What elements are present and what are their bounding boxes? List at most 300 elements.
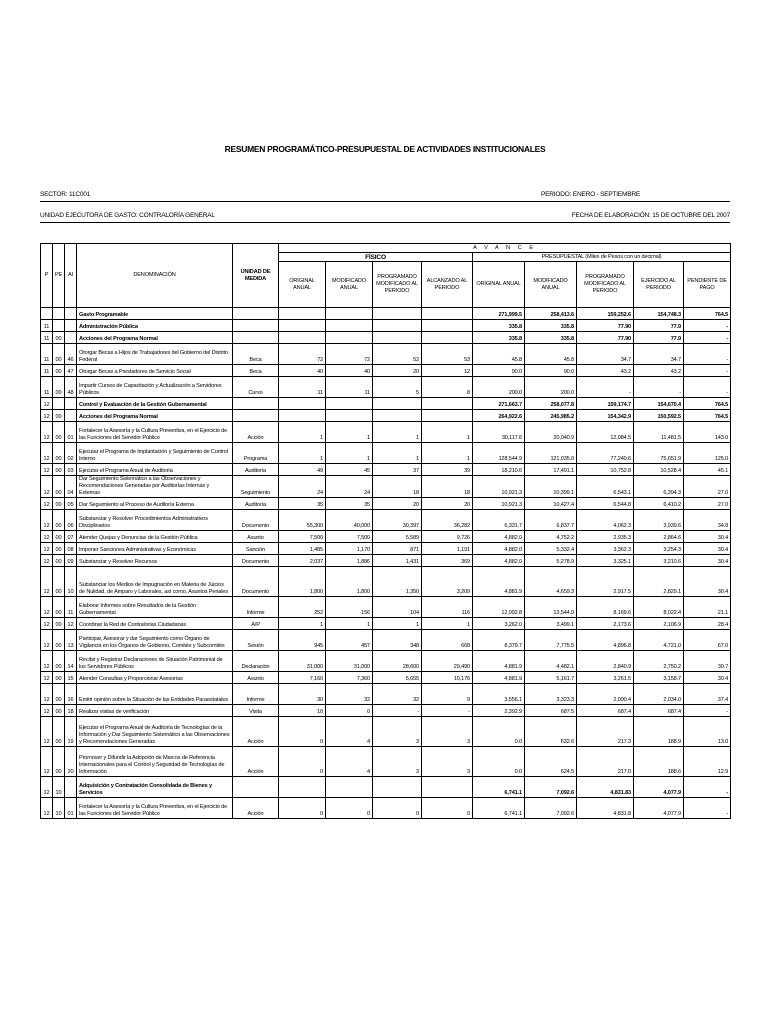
cell-um: Sesión xyxy=(233,630,279,651)
cell-fp: 1 xyxy=(373,443,422,464)
cell-fa: 53 xyxy=(422,344,473,365)
cell-um: Beca xyxy=(233,365,279,377)
cell-den: Control y Evaluación de la Gestión Gubernamental xyxy=(77,398,233,410)
cell-p: 11 xyxy=(41,332,53,344)
table-row xyxy=(41,555,731,567)
cell-p: 12 xyxy=(41,747,53,777)
cell-pp: 4,831.8 xyxy=(577,798,634,819)
cell-pd: 28.4 xyxy=(684,618,731,630)
cell-fa: 1,191 xyxy=(422,543,473,555)
cell-ai: 47 xyxy=(65,365,77,377)
cell-pe: 10 xyxy=(53,798,65,819)
cell-fo: 24 xyxy=(279,476,326,498)
cell-fa: 668 xyxy=(422,630,473,651)
cell-p: 12 xyxy=(41,410,53,422)
cell-fp: 1,350 xyxy=(373,567,422,597)
cell-fp xyxy=(373,332,422,344)
col-ai: AI xyxy=(65,244,77,308)
cell-den: Otorgar Becas a Prestadores de Servicio Social xyxy=(77,365,233,377)
cell-ai: 48 xyxy=(65,377,77,398)
cell-fm xyxy=(326,398,373,410)
cell-ai xyxy=(65,308,77,320)
period-label: PERIODO: ENERO - SEPTIEMBRE xyxy=(541,191,640,198)
cell-pd: 30.4 xyxy=(684,555,731,567)
cell-ai: 07 xyxy=(65,531,77,543)
cell-po: 12,992.8 xyxy=(473,597,525,618)
cell-pm: 245,985.2 xyxy=(525,410,577,422)
cell-den: Participar, Asesorar y dar Seguimiento como Órgano de Vigilancia en los Órganos de Gobierno, Comités y Subcomités xyxy=(77,630,233,651)
cell-pd: - xyxy=(684,777,731,798)
cell-pe: 00 xyxy=(53,365,65,377)
cell-fp: 18 xyxy=(373,476,422,498)
presupuestal-header: PRESUPUESTAL (Miles de Pesos con un decimal) xyxy=(473,253,731,262)
cell-um: Auditoría xyxy=(233,464,279,476)
cell-pe: 00 xyxy=(53,651,65,672)
cell-pd: - xyxy=(684,798,731,819)
cell-um xyxy=(233,777,279,798)
cell-fm: 72 xyxy=(326,344,373,365)
cell-den: Administración Pública xyxy=(77,320,233,332)
cell-pe: 00 xyxy=(53,531,65,543)
cell-pp: 4,831.83 xyxy=(577,777,634,798)
cell-pe xyxy=(53,320,65,332)
cell-pd: - xyxy=(684,332,731,344)
cell-pd: 37.4 xyxy=(684,684,731,705)
cell-pm: 6,837.7 xyxy=(525,510,577,531)
cell-um: Sanción xyxy=(233,543,279,555)
cell-pe2: 6,394.3 xyxy=(634,476,684,498)
cell-den: Emitir opinión sobre la Situación de las Entidades Paraestatales xyxy=(77,684,233,705)
cell-ai: 03 xyxy=(65,464,77,476)
cell-fo: 35 xyxy=(279,498,326,510)
cell-pe2: 3,254.3 xyxy=(634,543,684,555)
cell-ai xyxy=(65,777,77,798)
table-row xyxy=(41,332,731,344)
cell-fa xyxy=(422,410,473,422)
cell-fp: 3 xyxy=(373,717,422,747)
cell-po: 6,331.7 xyxy=(473,510,525,531)
cell-um: Acción xyxy=(233,717,279,747)
cell-fm: 7,500 xyxy=(326,531,373,543)
cell-po: 90.0 xyxy=(473,365,525,377)
cell-p: 12 xyxy=(41,510,53,531)
cell-fp: 871 xyxy=(373,543,422,555)
cell-fa: 9,726 xyxy=(422,531,473,543)
cell-um xyxy=(233,398,279,410)
cell-po: 2,392.9 xyxy=(473,705,525,717)
cell-pm: 687.5 xyxy=(525,705,577,717)
cell-pp: 43.2 xyxy=(577,365,634,377)
cell-p: 11 xyxy=(41,365,53,377)
cell-fo: 31,000 xyxy=(279,651,326,672)
cell-pd: 30.7 xyxy=(684,651,731,672)
cell-fp xyxy=(373,777,422,798)
cell-pe2: 77.9 xyxy=(634,332,684,344)
cell-fp xyxy=(373,308,422,320)
table-row xyxy=(41,684,731,705)
cell-fa: 36,282 xyxy=(422,510,473,531)
cell-pe2: 34.7 xyxy=(634,344,684,365)
cell-fa: 3 xyxy=(422,717,473,747)
cell-fm xyxy=(326,410,373,422)
cell-fo: 11 xyxy=(279,377,326,398)
cell-um: Asunto xyxy=(233,672,279,684)
cell-pp: 2,917.5 xyxy=(577,567,634,597)
cell-p: 12 xyxy=(41,443,53,464)
cell-um: Auditoría xyxy=(233,498,279,510)
cell-fa xyxy=(422,777,473,798)
cell-pd: 34.8 xyxy=(684,510,731,531)
cell-fm: 4 xyxy=(326,717,373,747)
cell-den: Atender Quejas y Denuncias de la Gestión Pública xyxy=(77,531,233,543)
cell-p: 12 xyxy=(41,464,53,476)
cell-ai: 18 xyxy=(65,705,77,717)
cell-pp: 159,174.7 xyxy=(577,398,634,410)
cell-pd: 21.1 xyxy=(684,597,731,618)
cell-fm: 40 xyxy=(326,365,373,377)
cell-fa: - xyxy=(422,705,473,717)
cell-pp: 77.90 xyxy=(577,332,634,344)
cell-pe: 00 xyxy=(53,464,65,476)
cell-pd: 12.9 xyxy=(684,747,731,777)
table-row xyxy=(41,618,731,630)
divider xyxy=(40,222,730,223)
cell-den: Ejecutar el Programa Anual de Auditoría xyxy=(77,464,233,476)
cell-pe2: - xyxy=(634,377,684,398)
cell-fm: 7,360 xyxy=(326,672,373,684)
cell-pm: 5,161.7 xyxy=(525,672,577,684)
cell-pp: 10,752.8 xyxy=(577,464,634,476)
cell-p: 12 xyxy=(41,531,53,543)
cell-fm xyxy=(326,320,373,332)
cell-fp: 20 xyxy=(373,498,422,510)
cell-pm: 335.8 xyxy=(525,320,577,332)
cell-pd: 143.0 xyxy=(684,422,731,443)
cell-ai: 11 xyxy=(65,597,77,618)
cell-fp: 1 xyxy=(373,422,422,443)
cell-pd: 67.0 xyxy=(684,630,731,651)
cell-um xyxy=(233,332,279,344)
cell-po: 4,881.9 xyxy=(473,651,525,672)
cell-den: Ejecutar el Programa Anual de Auditoría de Tecnologías de la Información y Dar Seguimiento Sistemático a las Observaciones y Recomendaciones Generadas xyxy=(77,717,233,747)
cell-den: Fortalecer la Asesoría y la Cultura Preventiva, en el Ejercicio de las Funciones del Servidor Público xyxy=(77,422,233,443)
cell-um: Acción xyxy=(233,798,279,819)
cell-fp: 5 xyxy=(373,377,422,398)
cell-pe2: 3,158.7 xyxy=(634,672,684,684)
table-row xyxy=(41,308,731,320)
cell-pd: - xyxy=(684,705,731,717)
cell-pp: 4,062.3 xyxy=(577,510,634,531)
cell-pp: 159,252.6 xyxy=(577,308,634,320)
cell-fp: - xyxy=(373,705,422,717)
cell-fm: 11 xyxy=(326,377,373,398)
cell-pp: 34.7 xyxy=(577,344,634,365)
cell-pm: 90.0 xyxy=(525,365,577,377)
cell-ai: 13 xyxy=(65,630,77,651)
sector-label: SECTOR: 11C001 xyxy=(40,191,91,198)
cell-pp: 12,084.5 xyxy=(577,422,634,443)
budget-table xyxy=(40,243,731,819)
cell-po: 200.0 xyxy=(473,377,525,398)
cell-fa: 12 xyxy=(422,365,473,377)
cell-um: A/P xyxy=(233,618,279,630)
cell-fa: 39 xyxy=(422,464,473,476)
cell-ai xyxy=(65,410,77,422)
cell-fo: 1 xyxy=(279,618,326,630)
executing-unit-label: UNIDAD EJECUTORA DE GASTO: CONTRALORÍA GENERAL xyxy=(40,212,215,219)
cell-fm: 35 xyxy=(326,498,373,510)
cell-den: Elaborar Informes sobre Resultados de la Gestión Gubernamental xyxy=(77,597,233,618)
cell-fa: 116 xyxy=(422,597,473,618)
cell-pe: 00 xyxy=(53,717,65,747)
cell-pm: 45.8 xyxy=(525,344,577,365)
cell-pm: 3,499.1 xyxy=(525,618,577,630)
cell-fm: 1 xyxy=(326,618,373,630)
cell-um: Programa xyxy=(233,443,279,464)
cell-fm xyxy=(326,332,373,344)
cell-p: 12 xyxy=(41,543,53,555)
cell-fa: 10,176 xyxy=(422,672,473,684)
cell-p xyxy=(41,308,53,320)
cell-um: Acción xyxy=(233,747,279,777)
cell-pd: 764.5 xyxy=(684,410,731,422)
cell-den: Coordinar la Red de Contralorías Ciudadanas xyxy=(77,618,233,630)
cell-pm: 4,659.3 xyxy=(525,567,577,597)
cell-pe2: 6,410.2 xyxy=(634,498,684,510)
cell-po: 30,117.6 xyxy=(473,422,525,443)
cell-pe: 00 xyxy=(53,630,65,651)
cell-p: 12 xyxy=(41,777,53,798)
cell-po: 271,999.5 xyxy=(473,308,525,320)
cell-pe: 00 xyxy=(53,684,65,705)
cell-fm: 1 xyxy=(326,422,373,443)
cell-fm: 45 xyxy=(326,464,373,476)
cell-den: Recibir y Registrar Declaraciones de Situación Patrimonial de los Servidores Públicos xyxy=(77,651,233,672)
cell-pe: 00 xyxy=(53,747,65,777)
cell-pe: 00 xyxy=(53,543,65,555)
cell-pp: 2,173.6 xyxy=(577,618,634,630)
report-title: RESUMEN PROGRAMÁTICO-PRESUPUESTAL DE ACTIVIDADES INSTITUCIONALES xyxy=(224,144,546,154)
cell-pm: 258,077.8 xyxy=(525,398,577,410)
cell-pm: 7,092.6 xyxy=(525,777,577,798)
cell-um xyxy=(233,308,279,320)
cell-ai: 19 xyxy=(65,717,77,747)
cell-um: Informe xyxy=(233,597,279,618)
cell-fo xyxy=(279,410,326,422)
cell-fp: 5,655 xyxy=(373,672,422,684)
elaboration-date-label: FECHA DE ELABORACIÓN: 15 DE OCTUBRE DEL 2007 xyxy=(571,212,730,219)
col-p-ejercido: EJERCIDO AL PERIODO xyxy=(634,262,684,308)
cell-po: 4,882.0 xyxy=(473,543,525,555)
cell-fm: 1,886 xyxy=(326,555,373,567)
cell-ai: 08 xyxy=(65,543,77,555)
cell-pp: 217.0 xyxy=(577,747,634,777)
cell-pe2: 150,592.5 xyxy=(634,410,684,422)
col-f-original: ORIGINAL ANUAL xyxy=(279,262,326,308)
table-row xyxy=(41,510,731,531)
cell-pe2: 8,022.4 xyxy=(634,597,684,618)
cell-fp: 32 xyxy=(373,684,422,705)
cell-fm: 40,000 xyxy=(326,510,373,531)
cell-fo: 40 xyxy=(279,365,326,377)
cell-fp: 30,397 xyxy=(373,510,422,531)
table-row xyxy=(41,651,731,672)
cell-pe2: 154,670.4 xyxy=(634,398,684,410)
cell-po: 6,741.1 xyxy=(473,777,525,798)
cell-fa: 3,209 xyxy=(422,567,473,597)
cell-fo xyxy=(279,777,326,798)
cell-pe: 00 xyxy=(53,567,65,597)
avance-header: A V A N C E xyxy=(279,244,731,253)
cell-um: Beca xyxy=(233,344,279,365)
cell-p: 12 xyxy=(41,567,53,597)
cell-pm: 7,092.6 xyxy=(525,798,577,819)
cell-pp: 154,342.9 xyxy=(577,410,634,422)
cell-um: Acción xyxy=(233,422,279,443)
cell-fm: 4 xyxy=(326,747,373,777)
cell-pe: 00 xyxy=(53,705,65,717)
table-row xyxy=(41,365,731,377)
cell-fo xyxy=(279,398,326,410)
cell-pm: 4,482.1 xyxy=(525,651,577,672)
cell-den: Dar Seguimiento al Proceso de Auditoría Externa xyxy=(77,498,233,510)
cell-fm: 0 xyxy=(326,705,373,717)
cell-po: 45.8 xyxy=(473,344,525,365)
cell-p: 12 xyxy=(41,476,53,498)
col-f-alcanzado: ALCANZADO AL PERIODO xyxy=(422,262,473,308)
cell-ai: 04 xyxy=(65,476,77,498)
cell-fa: 9 xyxy=(422,684,473,705)
cell-fo: 7,500 xyxy=(279,531,326,543)
cell-ai xyxy=(65,398,77,410)
cell-pp: 6,543.1 xyxy=(577,476,634,498)
cell-po: 10,921.3 xyxy=(473,476,525,498)
cell-um: Curso xyxy=(233,377,279,398)
cell-fm xyxy=(326,308,373,320)
cell-fo: 72 xyxy=(279,344,326,365)
cell-pe: 00 xyxy=(53,344,65,365)
cell-pm: 258,413.6 xyxy=(525,308,577,320)
cell-pe: 00 xyxy=(53,498,65,510)
table-header xyxy=(41,244,731,308)
cell-pe: 10 xyxy=(53,777,65,798)
cell-pe: 00 xyxy=(53,672,65,684)
cell-p: 12 xyxy=(41,684,53,705)
cell-pm: 624.5 xyxy=(525,747,577,777)
cell-pp: 77,240.6 xyxy=(577,443,634,464)
cell-p: 12 xyxy=(41,705,53,717)
cell-pd: 764.5 xyxy=(684,398,731,410)
cell-pp: 687.4 xyxy=(577,705,634,717)
col-denominacion: DENOMINACIÓN xyxy=(77,244,233,308)
cell-pm: 3,323.3 xyxy=(525,684,577,705)
table-row xyxy=(41,398,731,410)
table-body xyxy=(41,308,731,819)
cell-pe2: 2,829.1 xyxy=(634,567,684,597)
cell-fp: 3 xyxy=(373,747,422,777)
cell-pm: 335.8 xyxy=(525,332,577,344)
table-row xyxy=(41,410,731,422)
cell-den: Acciones del Programa Normal xyxy=(77,332,233,344)
cell-um: Seguimiento xyxy=(233,476,279,498)
cell-p: 12 xyxy=(41,717,53,747)
cell-pe: 00 xyxy=(53,510,65,531)
cell-fo: 2,037 xyxy=(279,555,326,567)
fisico-header: FÍSICO xyxy=(279,253,473,262)
cell-po: 264,922.6 xyxy=(473,410,525,422)
cell-den: Gasto Programable xyxy=(77,308,233,320)
cell-den: Substanciar y Resolver Procedimientos Administrativos Disciplinarios xyxy=(77,510,233,531)
cell-ai: 16 xyxy=(65,684,77,705)
cell-fo: 10 xyxy=(279,705,326,717)
col-unidad-medida: UNIDAD DE MEDIDA xyxy=(233,244,279,308)
cell-fo xyxy=(279,332,326,344)
cell-ai: 01 xyxy=(65,798,77,819)
cell-pe2: 188.9 xyxy=(634,717,684,747)
cell-po: 4,881.9 xyxy=(473,567,525,597)
cell-fp: 20 xyxy=(373,365,422,377)
cell-fa: 3 xyxy=(422,747,473,777)
table-row xyxy=(41,798,731,819)
cell-den: Impartir Cursos de Capacitación y Actualización a Servidores Públicos xyxy=(77,377,233,398)
cell-p: 11 xyxy=(41,344,53,365)
cell-pm: 200.0 xyxy=(525,377,577,398)
cell-fp: 1 xyxy=(373,618,422,630)
cell-pp: 2,840.9 xyxy=(577,651,634,672)
table-row xyxy=(41,476,731,498)
cell-pp: 217.3 xyxy=(577,717,634,747)
cell-p: 12 xyxy=(41,422,53,443)
cell-pe2: 43.2 xyxy=(634,365,684,377)
cell-pp: - xyxy=(577,377,634,398)
cell-fa xyxy=(422,398,473,410)
cell-ai: 02 xyxy=(65,443,77,464)
cell-pm: 13,544.9 xyxy=(525,597,577,618)
cell-p: 12 xyxy=(41,498,53,510)
col-p-programado: PROGRAMADO MODIFICADO AL PERIODO xyxy=(577,262,634,308)
col-p: P xyxy=(41,244,53,308)
cell-fa: 1 xyxy=(422,618,473,630)
cell-po: 4,881.9 xyxy=(473,672,525,684)
col-pe: PE xyxy=(53,244,65,308)
table-row xyxy=(41,747,731,777)
cell-ai: 14 xyxy=(65,651,77,672)
cell-pd: - xyxy=(684,377,731,398)
cell-fp: 348 xyxy=(373,630,422,651)
cell-fo: 49 xyxy=(279,464,326,476)
cell-fo: 0 xyxy=(279,717,326,747)
cell-pd: 764.5 xyxy=(684,308,731,320)
cell-pe: 00 xyxy=(53,410,65,422)
cell-pm: 5,332.4 xyxy=(525,543,577,555)
cell-um: Informe xyxy=(233,684,279,705)
cell-pe: 00 xyxy=(53,618,65,630)
cell-den: Promover y Difundir la Adopción de Marcos de Referencia Internacionales para el Control y Seguridad de Tecnologías de Información xyxy=(77,747,233,777)
cell-po: 4,882.0 xyxy=(473,555,525,567)
cell-pd: 27.0 xyxy=(684,498,731,510)
cell-um: Documento xyxy=(233,510,279,531)
cell-pp: 6,544.8 xyxy=(577,498,634,510)
cell-um: Documento xyxy=(233,555,279,567)
cell-fm: 0 xyxy=(326,798,373,819)
cell-pe2: 75,651.9 xyxy=(634,443,684,464)
cell-pm: 10,399.1 xyxy=(525,476,577,498)
cell-pe: 00 xyxy=(53,476,65,498)
cell-pd: - xyxy=(684,365,731,377)
cell-p: 11 xyxy=(41,377,53,398)
cell-po: 0.0 xyxy=(473,717,525,747)
cell-pp: 77.90 xyxy=(577,320,634,332)
